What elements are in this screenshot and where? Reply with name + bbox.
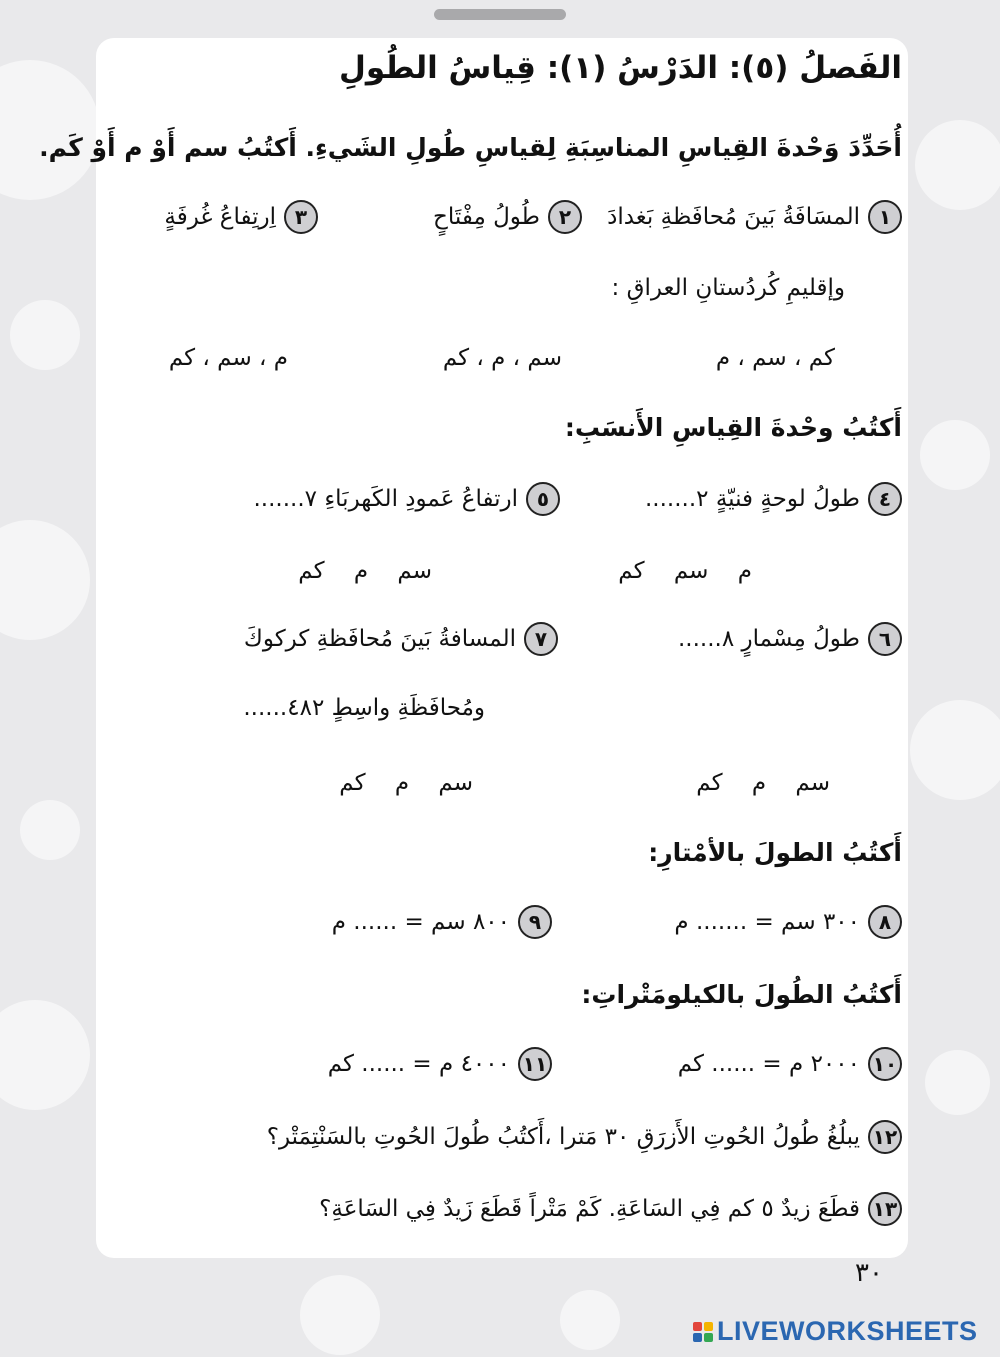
question-2-options[interactable]: سم ، م ، كم <box>442 345 562 371</box>
question-12-text: يبلُغُ طُولُ الحُوتِ الأَزرَقِ ٣٠ مَترا ،أَكتُبُ طُولَ الحُوتِ بالسَنْتِمَتْر؟ <box>266 1124 860 1150</box>
logo-square-blue <box>693 1333 702 1342</box>
question-13 <box>319 1192 902 1226</box>
question-7 <box>244 622 558 656</box>
question-number-5: ٥ <box>526 482 560 516</box>
question-2-text: طُولُ مِفْتَاحٍ <box>433 204 540 230</box>
question-6 <box>678 622 902 656</box>
question-6-options[interactable]: سم م كم <box>696 770 830 796</box>
question-number-11: ١١ <box>518 1047 552 1081</box>
question-3 <box>164 200 318 234</box>
question-5-options[interactable]: سم م كم <box>298 558 432 584</box>
question-number-1: ١ <box>868 200 902 234</box>
question-number-8: ٨ <box>868 905 902 939</box>
instruction-kilometers: أَكتُبُ الطُولَ بالكيلومَتْراتِ: <box>581 980 902 1009</box>
logo-text: LIVEWORKSHEETS <box>717 1316 978 1346</box>
question-7-options[interactable]: سم م كم <box>339 770 473 796</box>
question-1-continuation: وإقليمِ كُردُستانِ العراقِ : <box>611 275 845 301</box>
question-7-continuation[interactable]: ومُحافَظَةِ واسِطٍ ٤٨٢...... <box>243 695 485 721</box>
liveworksheets-logo[interactable] <box>693 1316 978 1347</box>
question-2 <box>433 200 582 234</box>
question-number-9: ٩ <box>518 905 552 939</box>
question-4 <box>645 482 902 516</box>
question-9-text[interactable]: ٨٠٠ سم = ...... م <box>331 909 510 935</box>
page-title: الفَصلُ (٥): الدَرْسُ (١): قِياسُ الطُولِ <box>338 50 902 86</box>
logo-square-yellow <box>704 1322 713 1331</box>
logo-square-green <box>704 1333 713 1342</box>
question-10-text[interactable]: ٢٠٠٠ م = ...... كم <box>677 1051 860 1077</box>
question-4-text[interactable]: طولُ لوحةٍ فنيّةٍ ٢....... <box>644 486 860 512</box>
question-8 <box>674 905 902 939</box>
question-3-options[interactable]: م ، سم ، كم <box>168 345 288 371</box>
instruction-choose-unit: أُحَدِّدَ وَحْدةَ القِياسِ المناسِبَةِ لِقياسِ طُولِ الشَيءِ. أَكتُبُ سم أَوْ م أَوْ كَم. <box>39 133 902 162</box>
question-13-text: قطَعَ زيدٌ ٥ كم فِي السَاعَةِ. كَمْ مَتْراً قَطَعَ زَيدٌ فِي السَاعَةِ؟ <box>319 1196 860 1222</box>
logo-mark-icon <box>693 1322 713 1342</box>
instruction-meters: أَكتُبُ الطولَ بالأمْتارِ: <box>648 838 902 867</box>
question-number-3: ٣ <box>284 200 318 234</box>
question-number-6: ٦ <box>868 622 902 656</box>
drag-handle[interactable] <box>434 9 566 20</box>
question-11 <box>328 1047 552 1081</box>
question-number-4: ٤ <box>868 482 902 516</box>
question-number-2: ٢ <box>548 200 582 234</box>
page-number: ٣٠ <box>855 1258 883 1288</box>
question-number-7: ٧ <box>524 622 558 656</box>
question-10 <box>678 1047 902 1081</box>
question-1-text: المسَافَةُ بَينَ مُحافَظةِ بَغدادَ <box>607 204 860 230</box>
question-7-text: المسافةُ بَينَ مُحافَظةِ كركوكَ <box>243 626 516 652</box>
question-1-options[interactable]: كم ، سم ، م <box>715 345 835 371</box>
logo-square-red <box>693 1322 702 1331</box>
question-number-10: ١٠ <box>868 1047 902 1081</box>
question-6-text[interactable]: طولُ مِسْمارٍ ٨...... <box>677 626 860 652</box>
question-8-text[interactable]: ٣٠٠ سم = ....... م <box>674 909 860 935</box>
question-12 <box>267 1120 902 1154</box>
question-4-options[interactable]: م سم كم <box>618 558 752 584</box>
question-number-13: ١٣ <box>868 1192 902 1226</box>
question-1 <box>607 200 902 234</box>
question-5-text[interactable]: ارتفاعُ عَمودِ الكَهربَاءِ ٧....... <box>253 486 518 512</box>
question-3-text: اِرتِفاعُ غُرفَةٍ <box>164 204 276 230</box>
question-11-text[interactable]: ٤٠٠٠ م = ...... كم <box>327 1051 510 1077</box>
question-9 <box>332 905 552 939</box>
instruction-best-unit: أَكتُبُ وحْدةَ القِياسِ الأَنسَبِ: <box>564 413 902 442</box>
question-number-12: ١٢ <box>868 1120 902 1154</box>
question-5 <box>253 482 560 516</box>
